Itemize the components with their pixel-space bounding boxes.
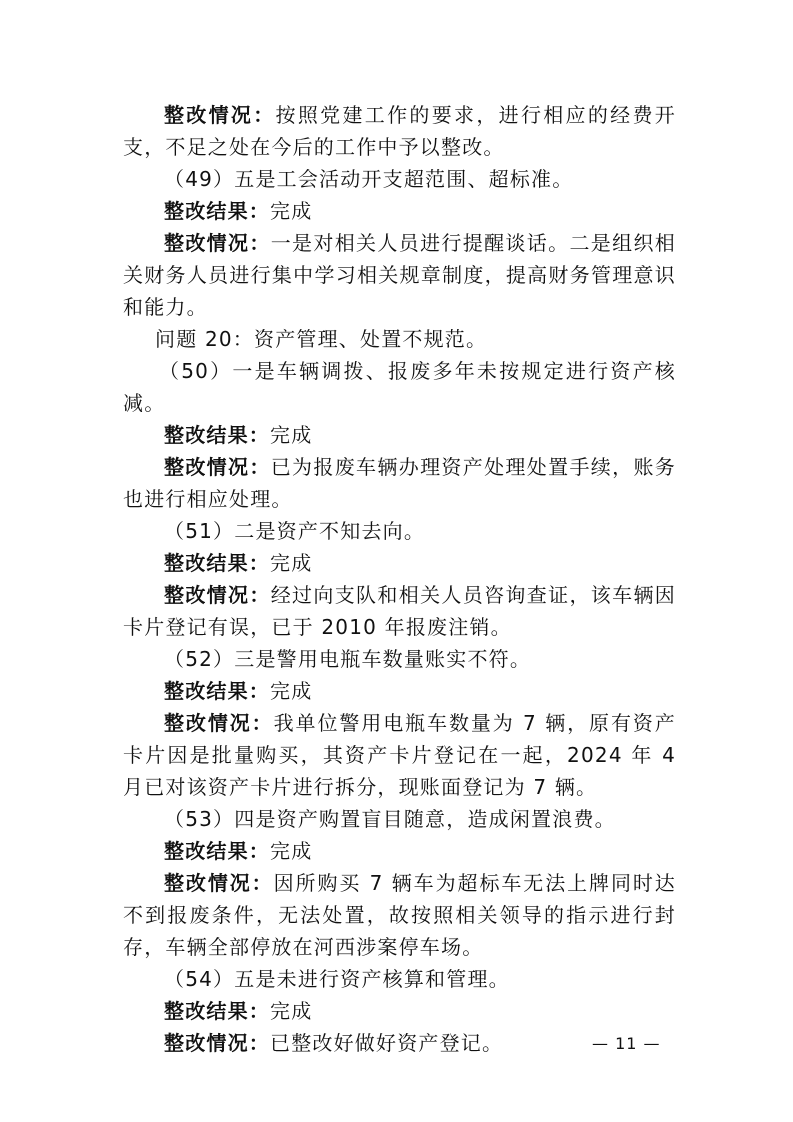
- finding-paragraph: [123, 579, 676, 643]
- paragraph-text: 问题 20：资产管理、处置不规范。: [155, 327, 488, 351]
- item-heading: [123, 803, 676, 835]
- finding-paragraph: [123, 195, 676, 227]
- paragraph-text: 按照党建工作的要求，进行相应的经费开支，不足之处在今后的工作中予以整改。: [123, 103, 676, 159]
- paragraph-label: 整改结果：: [164, 551, 270, 575]
- paragraph-text: （53）四是资产购置盲目随意，造成闲置浪费。: [164, 807, 616, 831]
- finding-paragraph: [123, 419, 676, 451]
- paragraph-text: 完成: [270, 679, 313, 703]
- finding-paragraph: [123, 547, 676, 579]
- paragraph-text: 经过向支队和相关人员咨询查证，该车辆因卡片登记有误，已于 2010 年报废注销。: [123, 583, 676, 639]
- paragraph-text: 一是对相关人员进行提醒谈话。二是组织相关财务人员进行集中学习相关规章制度，提高财务管理意识和能力。: [123, 231, 676, 319]
- paragraph-label: 整改结果：: [164, 999, 270, 1023]
- paragraph-label: 整改情况：: [164, 871, 274, 895]
- issue-heading: [123, 323, 676, 355]
- paragraph-text: 完成: [270, 839, 313, 863]
- finding-paragraph: [123, 99, 676, 163]
- paragraph-label: 整改情况：: [164, 103, 276, 127]
- paragraph-text: （50）一是车辆调拨、报废多年未按规定进行资产核减。: [123, 359, 676, 415]
- paragraph-label: 整改结果：: [164, 423, 270, 447]
- finding-paragraph: [123, 835, 676, 867]
- paragraph-text: 完成: [270, 551, 313, 575]
- paragraph-text: 完成: [270, 423, 313, 447]
- finding-paragraph: [123, 675, 676, 707]
- paragraph-text: 完成: [270, 199, 313, 223]
- paragraph-label: 整改结果：: [164, 839, 270, 863]
- item-heading: [123, 643, 676, 675]
- finding-paragraph: [123, 451, 676, 515]
- finding-paragraph: [123, 867, 676, 963]
- paragraph-label: 整改情况：: [164, 455, 271, 479]
- paragraph-text: （54）五是未进行资产核算和管理。: [164, 967, 510, 991]
- finding-paragraph: [123, 995, 676, 1027]
- paragraph-text: 因所购买 7 辆车为超标车无法上牌同时达不到报废条件，无法处置，故按照相关领导的指示进行封存，车辆全部停放在河西涉案停车场。: [123, 871, 676, 959]
- item-heading: [123, 163, 676, 195]
- finding-paragraph: [123, 227, 676, 323]
- paragraph-text: （52）三是警用电瓶车数量账实不符。: [164, 647, 532, 671]
- item-heading: [123, 355, 676, 419]
- paragraph-label: 整改结果：: [164, 679, 270, 703]
- item-heading: [123, 515, 676, 547]
- paragraph-text: 已为报废车辆办理资产处理处置手续，账务也进行相应处理。: [123, 455, 676, 511]
- paragraph-text: （49）五是工会活动开支超范围、超标准。: [164, 167, 574, 191]
- document-body: [123, 99, 676, 1059]
- page-number: — 11 —: [592, 1034, 661, 1053]
- paragraph-label: 整改情况：: [164, 711, 274, 735]
- paragraph-label: 整改情况：: [164, 583, 271, 607]
- paragraph-label: 整改结果：: [164, 199, 270, 223]
- paragraph-text: 已整改好做好资产登记。: [270, 1031, 504, 1055]
- paragraph-text: 完成: [270, 999, 313, 1023]
- item-heading: [123, 963, 676, 995]
- paragraph-text: （51）二是资产不知去向。: [164, 519, 426, 543]
- finding-paragraph: [123, 707, 676, 803]
- paragraph-label: 整改情况：: [164, 231, 271, 255]
- paragraph-label: 整改情况：: [164, 1031, 270, 1055]
- paragraph-text: 我单位警用电瓶车数量为 7 辆，原有资产卡片因是批量购买，其资产卡片登记在一起，2024 年 4 月已对该资产卡片进行拆分，现账面登记为 7 辆。: [123, 711, 676, 799]
